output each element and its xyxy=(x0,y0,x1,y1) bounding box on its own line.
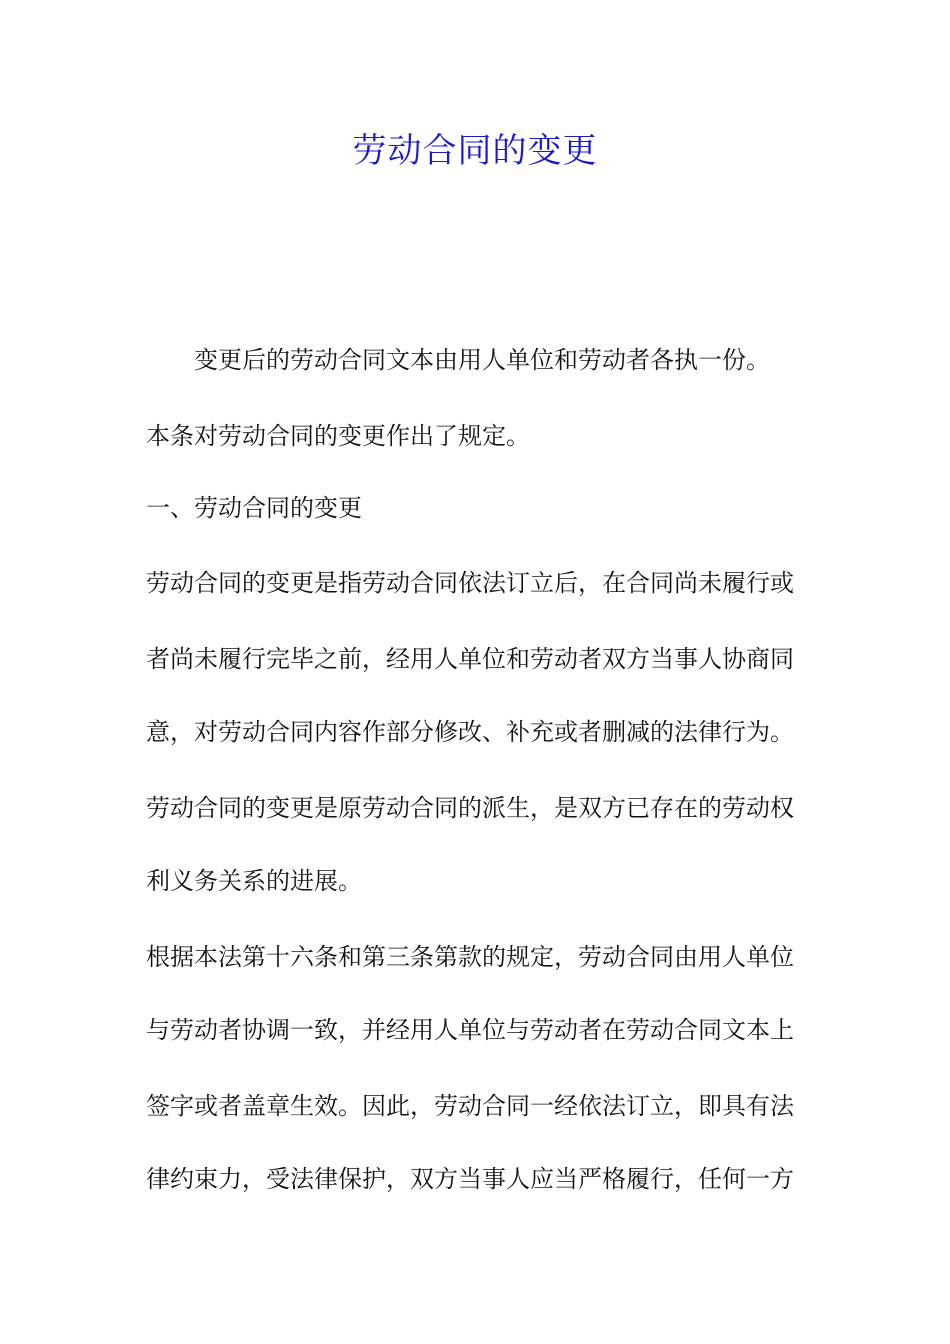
paragraph-line-8: 利义务关系的进展。 xyxy=(146,867,362,895)
paragraph-line-12: 律约束力，受法律保护，双方当事人应当严格履行，任何一方 xyxy=(146,1165,794,1193)
paragraph-line-10: 与劳动者协调一致，并经用人单位与劳动者在劳动合同文本上 xyxy=(146,1016,794,1044)
paragraph-line-5: 者尚未履行完毕之前，经用人单位和劳动者双方当事人协商同 xyxy=(146,645,794,673)
paragraph-line-2: 本条对劳动合同的变更作出了规定。 xyxy=(146,422,530,450)
paragraph-line-1: 变更后的劳动合同文本由用人单位和劳动者各执一份。 xyxy=(194,346,770,374)
paragraph-line-7: 劳动合同的变更是原劳动合同的派生，是双方已存在的劳动权 xyxy=(146,794,794,822)
paragraph-line-4: 劳动合同的变更是指劳动合同依法订立后，在合同尚未履行或 xyxy=(146,569,794,597)
section-heading: 一、劳动合同的变更 xyxy=(146,494,362,522)
document-title: 劳动合同的变更 xyxy=(352,131,598,171)
paragraph-line-6: 意，对劳动合同内容作部分修改、补充或者删减的法律行为。 xyxy=(146,718,794,746)
paragraph-line-9: 根据本法第十六条和第三条第款的规定，劳动合同由用人单位 xyxy=(146,943,794,971)
paragraph-line-11: 签字或者盖章生效。因此，劳动合同一经依法订立，即具有法 xyxy=(146,1092,794,1120)
